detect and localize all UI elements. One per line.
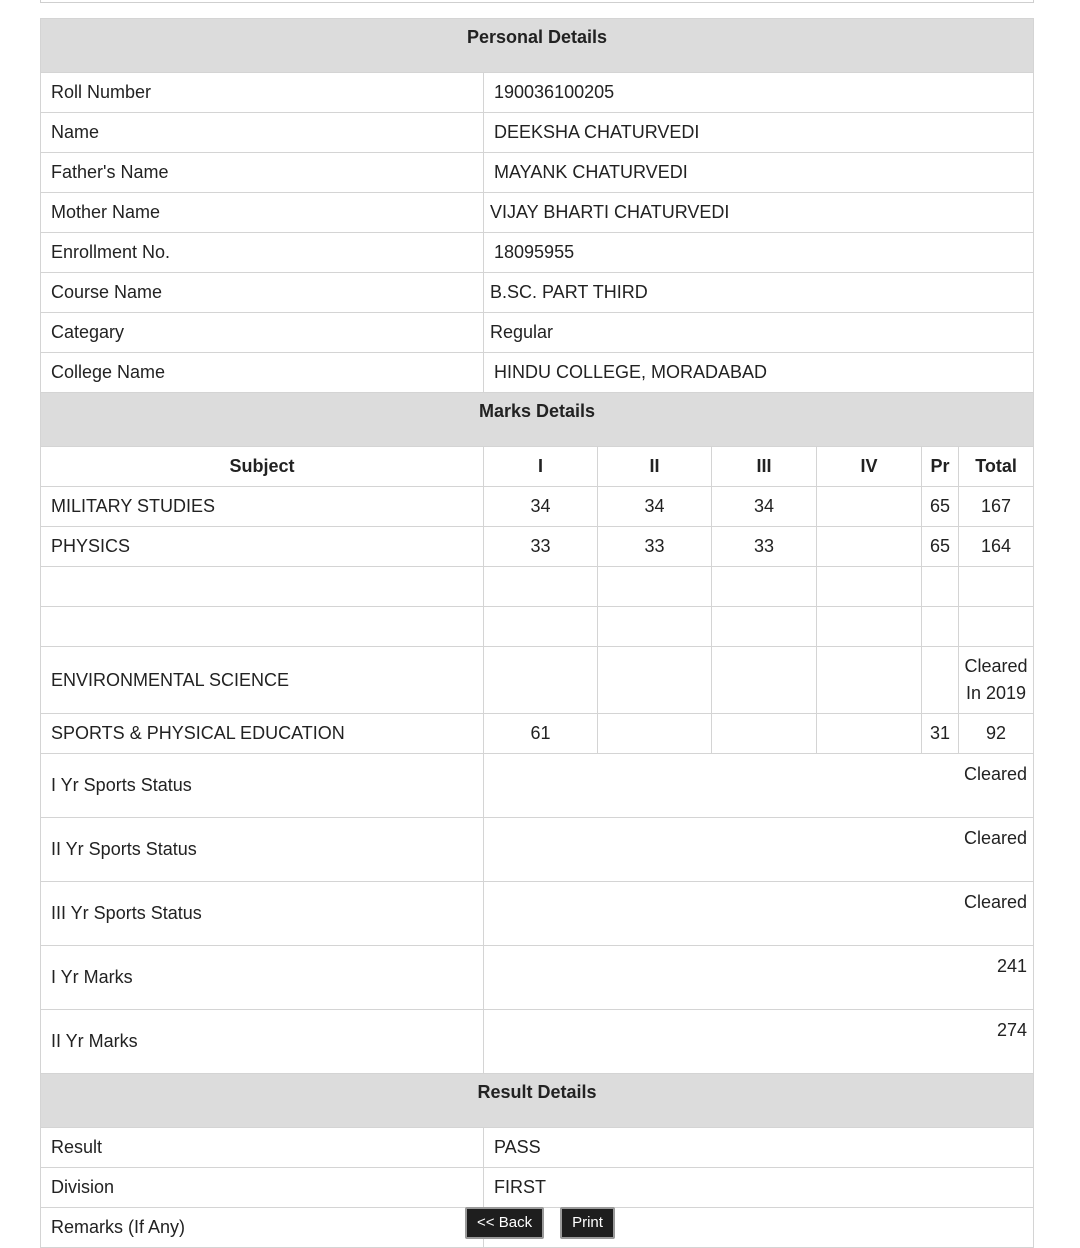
mark-ii bbox=[598, 567, 712, 607]
personal-details-heading: Personal Details bbox=[41, 19, 1034, 73]
mark-i bbox=[484, 607, 598, 647]
subject-name bbox=[41, 607, 484, 647]
summary-row bbox=[41, 946, 1034, 1010]
detail-row-father-name bbox=[41, 153, 1034, 193]
mark-pr bbox=[922, 567, 959, 607]
sports-status-3-value: Cleared bbox=[484, 882, 1034, 946]
mark-iii: 33 bbox=[712, 527, 817, 567]
detail-row-course bbox=[41, 273, 1034, 313]
mark-iii bbox=[712, 607, 817, 647]
marks-header-row bbox=[41, 447, 1034, 487]
mark-iv bbox=[817, 607, 922, 647]
remarks-label: Remarks (If Any) bbox=[41, 1208, 484, 1248]
summary-row bbox=[41, 882, 1034, 946]
mark-iv bbox=[817, 567, 922, 607]
mark-total: Cleared In 2019 bbox=[959, 647, 1034, 714]
col-header-total: Total bbox=[959, 447, 1034, 487]
course-value: B.SC. PART THIRD bbox=[484, 273, 1034, 313]
detail-row-college bbox=[41, 353, 1034, 393]
subject-name: PHYSICS bbox=[41, 527, 484, 567]
summary-row bbox=[41, 1010, 1034, 1074]
mark-pr bbox=[922, 607, 959, 647]
mark-iii: 34 bbox=[712, 487, 817, 527]
mark-ii bbox=[598, 714, 712, 754]
marks-row bbox=[41, 487, 1034, 527]
mark-pr: 65 bbox=[922, 527, 959, 567]
detail-label: Roll Number bbox=[41, 73, 484, 113]
detail-label: Mother Name bbox=[41, 193, 484, 233]
division-row bbox=[41, 1168, 1034, 1208]
mark-i bbox=[484, 567, 598, 607]
col-header-iii: III bbox=[712, 447, 817, 487]
mark-iii bbox=[712, 647, 817, 714]
detail-label: Enrollment No. bbox=[41, 233, 484, 273]
college-value: HINDU COLLEGE, MORADABAD bbox=[484, 353, 1034, 393]
mark-ii: 33 bbox=[598, 527, 712, 567]
mark-total bbox=[959, 607, 1034, 647]
name-value: DEEKSHA CHATURVEDI bbox=[484, 113, 1034, 153]
col-header-i: I bbox=[484, 447, 598, 487]
year-2-marks-value: 274 bbox=[484, 1010, 1034, 1074]
summary-row bbox=[41, 754, 1034, 818]
mark-pr bbox=[922, 647, 959, 714]
division-value: FIRST bbox=[484, 1168, 1034, 1208]
summary-row bbox=[41, 818, 1034, 882]
mark-total: 167 bbox=[959, 487, 1034, 527]
detail-row-name bbox=[41, 113, 1034, 153]
mark-iii bbox=[712, 714, 817, 754]
mark-i: 33 bbox=[484, 527, 598, 567]
result-details-heading: Result Details bbox=[41, 1074, 1034, 1128]
subject-name: SPORTS & PHYSICAL EDUCATION bbox=[41, 714, 484, 754]
print-button[interactable]: Print bbox=[560, 1207, 615, 1239]
detail-label: Course Name bbox=[41, 273, 484, 313]
sports-status-2-value: Cleared bbox=[484, 818, 1034, 882]
detail-label: Name bbox=[41, 113, 484, 153]
mark-iii bbox=[712, 567, 817, 607]
detail-label: Categary bbox=[41, 313, 484, 353]
summary-label: II Yr Marks bbox=[41, 1010, 484, 1074]
mark-i: 61 bbox=[484, 714, 598, 754]
father-name-value: MAYANK CHATURVEDI bbox=[484, 153, 1034, 193]
sports-status-1-value: Cleared bbox=[484, 754, 1034, 818]
mother-name-value: VIJAY BHARTI CHATURVEDI bbox=[484, 193, 1034, 233]
action-buttons bbox=[0, 1207, 1080, 1239]
mark-iv bbox=[817, 487, 922, 527]
year-1-marks-value: 241 bbox=[484, 946, 1034, 1010]
col-header-pr: Pr bbox=[922, 447, 959, 487]
division-label: Division bbox=[41, 1168, 484, 1208]
mark-i: 34 bbox=[484, 487, 598, 527]
detail-label: Father's Name bbox=[41, 153, 484, 193]
mark-iv bbox=[817, 714, 922, 754]
result-table bbox=[40, 18, 1034, 1248]
category-value: Regular bbox=[484, 313, 1034, 353]
detail-label: College Name bbox=[41, 353, 484, 393]
detail-row-category bbox=[41, 313, 1034, 353]
mark-iv bbox=[817, 647, 922, 714]
marks-row bbox=[41, 527, 1034, 567]
mark-iv bbox=[817, 527, 922, 567]
summary-label: II Yr Sports Status bbox=[41, 818, 484, 882]
detail-row-roll-number bbox=[41, 73, 1034, 113]
result-value: PASS bbox=[484, 1128, 1034, 1168]
mark-ii bbox=[598, 647, 712, 714]
back-button[interactable]: << Back bbox=[465, 1207, 544, 1239]
marks-details-heading: Marks Details bbox=[41, 393, 1034, 447]
mark-ii: 34 bbox=[598, 487, 712, 527]
summary-label: I Yr Marks bbox=[41, 946, 484, 1010]
col-header-ii: II bbox=[598, 447, 712, 487]
subject-name: ENVIRONMENTAL SCIENCE bbox=[41, 647, 484, 714]
summary-label: III Yr Sports Status bbox=[41, 882, 484, 946]
mark-total bbox=[959, 567, 1034, 607]
mark-total: 164 bbox=[959, 527, 1034, 567]
enrollment-value: 18095955 bbox=[484, 233, 1034, 273]
mark-i bbox=[484, 647, 598, 714]
subject-name: MILITARY STUDIES bbox=[41, 487, 484, 527]
marks-row-empty bbox=[41, 607, 1034, 647]
previous-section-bottom bbox=[40, 0, 1034, 3]
mark-pr: 65 bbox=[922, 487, 959, 527]
roll-number-value: 190036100205 bbox=[484, 73, 1034, 113]
mark-pr: 31 bbox=[922, 714, 959, 754]
marks-row-empty bbox=[41, 567, 1034, 607]
col-header-iv: IV bbox=[817, 447, 922, 487]
detail-row-mother-name bbox=[41, 193, 1034, 233]
result-row bbox=[41, 1128, 1034, 1168]
mark-ii bbox=[598, 607, 712, 647]
marks-row bbox=[41, 647, 1034, 714]
mark-total: 92 bbox=[959, 714, 1034, 754]
marks-row bbox=[41, 714, 1034, 754]
subject-name bbox=[41, 567, 484, 607]
summary-label: I Yr Sports Status bbox=[41, 754, 484, 818]
col-header-subject: Subject bbox=[41, 447, 484, 487]
detail-row-enrollment bbox=[41, 233, 1034, 273]
result-label: Result bbox=[41, 1128, 484, 1168]
